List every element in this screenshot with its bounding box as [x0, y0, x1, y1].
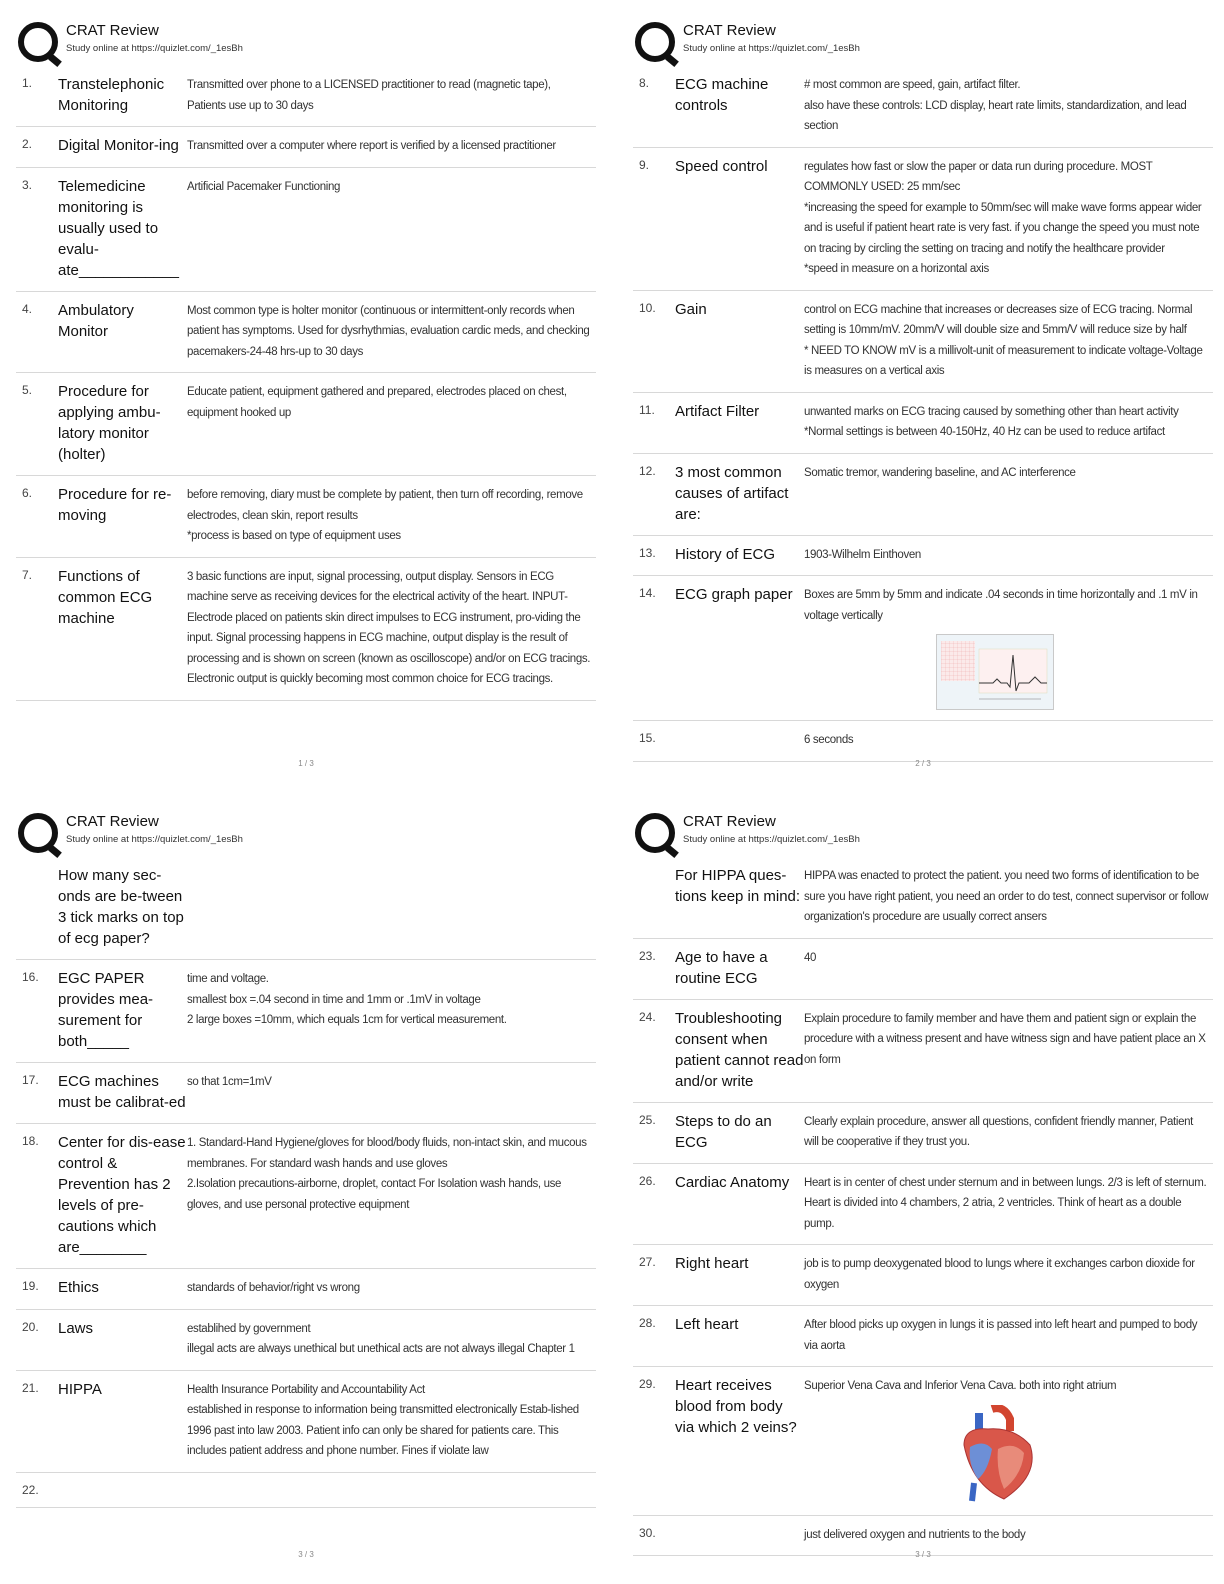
- card-number: [16, 865, 58, 949]
- card-definition: [804, 544, 1213, 566]
- card-definition: [187, 1481, 596, 1497]
- card-number: 7.: [22, 567, 33, 582]
- card-term: Steps to do an ECG: [675, 1112, 772, 1151]
- definition-text: 6 seconds: [804, 734, 854, 746]
- definition-text: Somatic tremor, wandering baseline, and AC interference: [804, 466, 1076, 479]
- card-number: 14.: [639, 586, 656, 600]
- card-list: [633, 857, 1213, 1556]
- card-term: Left heart: [675, 1316, 739, 1333]
- card-definition: [804, 1524, 1213, 1546]
- card-number: 2.: [22, 137, 33, 151]
- card-term: [675, 1524, 804, 1546]
- card-number: 8.: [639, 76, 650, 90]
- card-term: Digital Monitor-ing: [58, 137, 179, 154]
- flashcard-row: [633, 393, 1213, 454]
- card-definition: [804, 1314, 1213, 1356]
- card-definition: [804, 729, 1213, 751]
- flashcard-row: [633, 1306, 1213, 1367]
- card-definition: [804, 1008, 1213, 1092]
- card-definition: [804, 1172, 1213, 1235]
- definition-text: Clearly explain procedure, answer all questions, confident friendly manner, Patient will be cooperative if they trust you.: [804, 1115, 1194, 1148]
- card-term: Laws: [58, 1319, 94, 1337]
- card-definition: [804, 462, 1213, 525]
- card-term: ECG graph paper: [675, 586, 793, 603]
- definition-text: standards of behavior/right vs wrong: [187, 1282, 360, 1294]
- card-number: 6.: [22, 486, 33, 500]
- definition-text: # most common are speed, gain, artifact filter. also have these controls: LCD display, heart rate limits, standardization, and lead section: [804, 79, 1187, 132]
- flashcard-row: [633, 1245, 1213, 1306]
- flashcard-row: [633, 576, 1213, 721]
- card-number: 11.: [639, 402, 655, 417]
- card-definition: [187, 74, 596, 116]
- card-definition: [187, 300, 596, 363]
- flashcard-row: [16, 1310, 596, 1371]
- card-term: Ambulatory Monitor: [58, 301, 134, 340]
- definition-text: so that 1cm=1mV: [187, 1076, 272, 1088]
- card-number: 16.: [22, 970, 39, 984]
- card-definition: [187, 1379, 596, 1462]
- page-number: 1 / 3: [298, 759, 314, 768]
- card-definition: [804, 156, 1213, 280]
- flashcard-row: [16, 373, 596, 476]
- page-title: CRAT Review: [66, 22, 159, 39]
- definition-text: just delivered oxygen and nutrients to the body: [804, 1528, 1026, 1541]
- flashcard-row: [633, 66, 1213, 148]
- study-link[interactable]: Study online at https://quizlet.com/_1esBh: [66, 43, 243, 54]
- page-header: [633, 14, 1213, 66]
- flashcard-row: [16, 558, 596, 701]
- definition-text: Educate patient, equipment gathered and prepared, electrodes placed on chest, equipment hooked up: [187, 386, 567, 419]
- definition-text: 1. Standard-Hand Hygiene/gloves for blood/body fluids, non-intact skin, and mucous membranes. For standard wash hands and use gloves 2.Isolation precautions-airborne, droplet, contact For Isolation wash hands, use gloves, and use personal protective equipment: [187, 1137, 587, 1211]
- quizlet-logo-icon: [635, 813, 675, 853]
- flashcard-row: [16, 1124, 596, 1269]
- card-number: 1.: [22, 76, 33, 90]
- definition-text: Transmitted over a computer where report is verified by a licensed practitioner: [187, 140, 556, 152]
- flashcard-row: [16, 292, 596, 374]
- page-number: 2 / 3: [915, 759, 931, 768]
- card-definition: [187, 865, 596, 949]
- flashcard-row: [16, 1371, 596, 1473]
- flashcard-row: [633, 1000, 1213, 1103]
- card-list: [16, 66, 596, 701]
- card-number: 25.: [639, 1112, 656, 1127]
- card-list: [633, 66, 1213, 762]
- definition-text: Explain procedure to family member and have them and patient sign or explain the procedure with a witness present and have witness sign and have patient place an X on form: [804, 1012, 1206, 1066]
- card-number: 19.: [22, 1279, 39, 1293]
- card-definition: [187, 968, 596, 1052]
- card-term: Transtelephonic Monitoring: [58, 76, 165, 114]
- definition-text: establihed by government illegal acts are always unethical but unethical acts are not always illegal Chapter 1: [187, 1322, 575, 1355]
- page-header: [16, 805, 596, 857]
- page-1: [16, 14, 596, 774]
- card-number: 26.: [639, 1173, 656, 1188]
- page-header: [633, 805, 1213, 857]
- card-definition: [804, 1253, 1213, 1295]
- card-term: Speed control: [675, 157, 768, 175]
- flashcard-row: [633, 1164, 1213, 1246]
- definition-text: 40: [804, 951, 817, 964]
- card-definition: [187, 1071, 596, 1113]
- definition-text: regulates how fast or slow the paper or data run during procedure. MOST COMMONLY USED: 25 mm/sec *increasing the speed for example to 50mm/sec will make wave forms appear wider and is useful if patient heart rate is very fast. if you change the speed you must note on tracing by circling the setting on tracing and notify the healthcare provider *speed in measure on a horizontal axis: [804, 160, 1202, 275]
- card-term: HIPPA: [58, 1380, 102, 1398]
- card-term: Procedure for re-moving: [58, 486, 172, 524]
- page-title: CRAT Review: [66, 813, 159, 830]
- card-term: Age to have a routine ECG: [675, 948, 768, 987]
- card-term: Center for dis-ease control & Prevention has 2 levels of pre-cautions which are________: [58, 1134, 186, 1256]
- card-number: 30.: [639, 1525, 656, 1540]
- card-term: [58, 1481, 187, 1497]
- definition-text: 3 basic functions are input, signal processing, output display. Sensors in ECG machine serve as receiving devices for the electrical activity of the heart. INPUT-Electrode placed on patients skin direct impulses to ECG instrument, pro-viding the input. Signal processing happens in ECG machine, output display is the result of processing and is shown on screen (known as oscilloscope) and/or on ECG tracings. Electronic output is quickly becoming most common choice for ECG tracings.: [187, 570, 591, 685]
- card-number: 3.: [22, 177, 33, 192]
- card-definition: [187, 1132, 596, 1258]
- study-link[interactable]: Study online at https://quizlet.com/_1esBh: [683, 43, 860, 54]
- definition-text: Boxes are 5mm by 5mm and indicate .04 seconds in time horizontally and .1 mV in voltage vertically: [804, 589, 1198, 622]
- quizlet-logo-icon: [18, 22, 58, 62]
- flashcard-row: [16, 127, 596, 168]
- card-number: 12.: [639, 463, 656, 478]
- card-term: EGC PAPER provides mea-surement for both_____: [58, 970, 154, 1050]
- card-number: 5.: [22, 383, 33, 397]
- definition-text: control on ECG machine that increases or decreases size of ECG tracing. Normal setting is 10mm/mV. 20mm/V will double size and 5mm/V will reduce size by half * NEED TO KNOW mV is a millivolt-unit of measurement to indicate voltage-Voltage is measures on a vertical axis: [804, 303, 1203, 377]
- definition-text: unwanted marks on ECG tracing caused by something other than heart activity *Normal settings is between 40-150Hz, 40 Hz can be used to reduce artifact: [804, 405, 1179, 438]
- flashcard-row: [633, 291, 1213, 393]
- flashcard-row: [633, 857, 1213, 939]
- page-header: [16, 14, 596, 66]
- card-list: [16, 857, 596, 1508]
- card-term: Cardiac Anatomy: [675, 1173, 790, 1191]
- card-term: Artifact Filter: [675, 402, 760, 420]
- card-definition: [804, 74, 1213, 137]
- card-number: 22.: [22, 1482, 39, 1497]
- card-definition: [804, 299, 1213, 382]
- card-number: 20.: [22, 1319, 39, 1334]
- flashcard-row: [16, 1269, 596, 1310]
- flashcard-row: [633, 454, 1213, 536]
- flashcard-row: [633, 1367, 1213, 1516]
- quizlet-logo-icon: [635, 22, 675, 62]
- card-definition: [187, 566, 596, 690]
- card-number: [633, 865, 675, 928]
- card-term: For HIPPA ques-tions keep in mind:: [675, 867, 801, 905]
- card-term: ECG machine controls: [675, 76, 769, 114]
- flashcard-row: [16, 1063, 596, 1124]
- page-title: CRAT Review: [683, 813, 776, 830]
- card-number: 9.: [639, 157, 650, 172]
- flashcard-row: [16, 66, 596, 127]
- card-definition: [187, 381, 596, 465]
- definition-text: Most common type is holter monitor (continuous or intermittent-only records when patient has symptoms. Used for dysrhythmias, evaluation cardic meds, and checking pacemakers-24-48 hrs-up to 30 days: [187, 304, 590, 358]
- definition-text: Heart is in center of chest under sternum and in between lungs. 2/3 is left of sternum. Heart is divided into 4 chambers, 2 atria, 2 ventricles. Think of heart as a double pump.: [804, 1176, 1207, 1230]
- card-number: 4.: [22, 301, 33, 316]
- page-4: [633, 805, 1213, 1565]
- flashcard-row: [633, 939, 1213, 1000]
- flashcard-row: [16, 857, 596, 960]
- card-definition: [187, 484, 596, 547]
- card-definition: [804, 584, 1213, 710]
- card-number: 15.: [639, 731, 656, 745]
- quizlet-logo-icon: [18, 813, 58, 853]
- card-term: Right heart: [675, 1255, 749, 1272]
- card-term: Functions of common ECG machine: [58, 567, 153, 627]
- flashcard-row: [633, 1103, 1213, 1164]
- card-term: Troubleshooting consent when patient cannot read and/or write: [675, 1009, 804, 1090]
- definition-text: Superior Vena Cava and Inferior Vena Cava. both into right atrium: [804, 1380, 1117, 1392]
- definition-text: Transmitted over phone to a LICENSED practitioner to read (magnetic tape), Patients use up to 30 days: [187, 79, 551, 112]
- definition-text: HIPPA was enacted to protect the patient. you need two forms of identification to be sure you have right patient, you need an order to do test, connect supervisor or follow organization's procedure are usually correct ansers: [804, 870, 1209, 923]
- flashcard-row: [16, 1473, 596, 1508]
- card-number: 23.: [639, 948, 656, 963]
- card-term: 3 most common causes of artifact are:: [675, 463, 789, 523]
- definition-text: before removing, diary must be complete by patient, then turn off recording, remove electrodes, clean skin, report results *process is based on type of equipment uses: [187, 489, 583, 542]
- card-term: History of ECG: [675, 545, 776, 563]
- card-term: Telemedicine monitoring is usually used to evalu-ate____________: [58, 177, 179, 279]
- card-definition: [804, 401, 1213, 443]
- card-number: 29.: [639, 1377, 656, 1391]
- page-title: CRAT Review: [683, 22, 776, 39]
- card-number: 13.: [639, 545, 656, 560]
- card-term: Heart receives blood from body via which 2 veins?: [675, 1377, 797, 1436]
- definition-text: Artificial Pacemaker Functioning: [187, 180, 341, 193]
- flashcard-row: [16, 476, 596, 558]
- definition-text: After blood picks up oxygen in lungs it is passed into left heart and pumped to body via aorta: [804, 1319, 1198, 1352]
- card-definition: [804, 1375, 1213, 1505]
- definition-text: 1903-Wilhelm Einthoven: [804, 548, 921, 561]
- card-number: 18.: [22, 1134, 39, 1148]
- card-number: 24.: [639, 1009, 656, 1024]
- card-number: 21.: [22, 1380, 39, 1395]
- card-term: Procedure for applying ambu-latory monitor (holter): [58, 383, 161, 463]
- flashcard-row: [16, 960, 596, 1063]
- card-definition: [804, 1111, 1213, 1153]
- card-term: Gain: [675, 300, 707, 318]
- study-link[interactable]: Study online at https://quizlet.com/_1esBh: [683, 834, 860, 845]
- study-link[interactable]: Study online at https://quizlet.com/_1esBh: [66, 834, 243, 845]
- heart-diagram-image: [944, 1405, 1044, 1505]
- flashcard-row: [633, 148, 1213, 291]
- card-number: 27.: [639, 1255, 656, 1269]
- page-3: [16, 805, 596, 1565]
- card-number: 28.: [639, 1316, 656, 1330]
- page-number: 3 / 3: [915, 1550, 931, 1559]
- card-term: ECG machines must be calibrat-ed: [58, 1073, 186, 1111]
- card-definition: [187, 1277, 596, 1299]
- card-term: How many sec-onds are be-tween 3 tick marks on top of ecg paper?: [58, 867, 184, 947]
- flashcard-row: [633, 721, 1213, 762]
- ecg-graph-image: [936, 634, 1054, 710]
- card-number: 17.: [22, 1073, 39, 1087]
- card-term: Ethics: [58, 1279, 99, 1296]
- card-definition: [187, 1318, 596, 1360]
- flashcard-row: [633, 536, 1213, 577]
- card-definition: [187, 135, 596, 157]
- card-term: [675, 729, 804, 751]
- page-2: [633, 14, 1213, 774]
- definition-text: job is to pump deoxygenated blood to lungs where it exchanges carbon dioxide for oxygen: [804, 1258, 1195, 1291]
- definition-text: time and voltage. smallest box =.04 second in time and 1mm or .1mV in voltage 2 large boxes =10mm, which equals 1cm for vertical measurement.: [187, 973, 507, 1026]
- card-number: 10.: [639, 300, 656, 315]
- flashcard-row: [16, 168, 596, 292]
- page-number: 3 / 3: [298, 1550, 314, 1559]
- card-definition: [187, 176, 596, 281]
- definition-text: Health Insurance Portability and Accountability Act established in response to information being transmitted electronically Estab-lished 1996 past into law 2003. Patient info can only be shared for patients care. This includes patient address and phone number. Fines if violate law: [187, 1383, 579, 1457]
- card-definition: [804, 865, 1213, 928]
- card-definition: [804, 947, 1213, 989]
